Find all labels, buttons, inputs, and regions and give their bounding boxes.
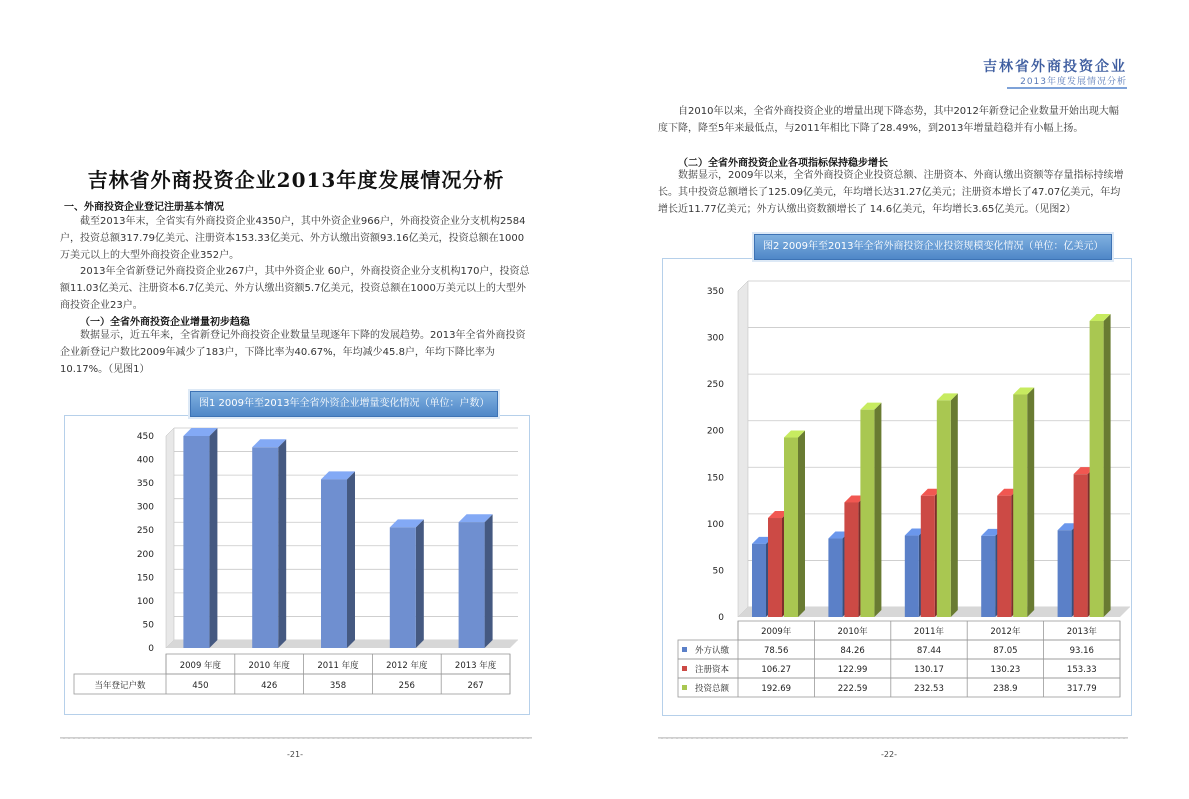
chart2-data-label: 87.05 bbox=[993, 646, 1018, 656]
page-number-right: -22- bbox=[881, 750, 897, 759]
chart2-legend-swatch bbox=[682, 647, 687, 652]
chart1-y-tick: 100 bbox=[136, 596, 154, 607]
chart2-legend-swatch bbox=[682, 666, 687, 671]
chart2-y-tick: 50 bbox=[712, 566, 724, 577]
right-page bbox=[594, 0, 1189, 799]
chart1-bar bbox=[459, 522, 485, 648]
chart2-caption: 图2 2009年至2013年全省外商投资企业投资规模变化情况（单位：亿美元） bbox=[754, 234, 1112, 260]
chart1-y-tick: 150 bbox=[136, 573, 154, 584]
subsection-heading-1: （一）全省外商投资企业增量初步趋稳 bbox=[80, 317, 250, 328]
chart1-bar bbox=[321, 479, 347, 648]
chart2-bar-1 bbox=[768, 518, 782, 617]
chart2-table-row bbox=[678, 640, 1120, 659]
running-header-rule bbox=[1007, 87, 1127, 89]
chart2-category-label: 2011年 bbox=[913, 627, 945, 637]
chart1-y-tick: 0 bbox=[148, 644, 154, 654]
chart2-y-tick: 250 bbox=[706, 380, 724, 391]
chart2-bar-1 bbox=[844, 502, 858, 617]
running-header-subtitle: 2013年度发展情况分析 bbox=[1020, 77, 1127, 87]
chart2-bar-0 bbox=[828, 539, 842, 617]
chart2-bar-1 bbox=[997, 496, 1011, 617]
chart1-svg bbox=[64, 416, 528, 712]
chart1-y-tick: 300 bbox=[136, 502, 154, 513]
chart2-category-label: 2009年 bbox=[761, 627, 792, 637]
chart2-table-row bbox=[678, 659, 1120, 678]
chart2-data-label: 317.79 bbox=[1066, 684, 1097, 694]
chart2-data-label: 87.44 bbox=[916, 646, 942, 656]
chart1-bar-side bbox=[278, 439, 286, 648]
paragraph-3: 数据显示，近五年来，全省新登记外商投资企业数量呈现逐年下降的发展趋势。2013年全省外商投资企业新登记户数比2009年减少了183户，下降比率为40.67%，年均减少45.8户，年均下降比率为10.17%。（见图1） bbox=[60, 330, 526, 375]
chart2-y-tick: 0 bbox=[718, 613, 724, 623]
chart1-y-tick: 250 bbox=[136, 526, 154, 537]
chart1-bar bbox=[252, 447, 278, 648]
chart2-bar-2-side bbox=[1027, 387, 1034, 617]
chart2-data-label: 84.26 bbox=[840, 646, 865, 656]
page-number-left: -21- bbox=[287, 750, 303, 759]
chart2-table-row bbox=[678, 678, 1120, 697]
chart1-data-label: 426 bbox=[261, 681, 278, 691]
chart2-y-tick: 200 bbox=[706, 426, 724, 437]
footer-rule-left bbox=[60, 737, 532, 739]
chart2-bar-2 bbox=[1090, 321, 1104, 617]
chart2-data-label: 222.59 bbox=[837, 684, 868, 694]
chart1-bar bbox=[183, 436, 209, 648]
chart1-y-tick: 450 bbox=[136, 432, 154, 442]
subsection-heading-2: （二）全省外商投资企业各项指标保持稳步增长 bbox=[678, 158, 888, 169]
chart2-y-tick: 100 bbox=[706, 519, 724, 530]
chart2-series-label: 注册资本 bbox=[694, 665, 730, 675]
chart1-category-label: 2012 年度 bbox=[386, 661, 428, 671]
chart2-bar-1 bbox=[1074, 474, 1088, 617]
chart2-data-label: 130.23 bbox=[990, 665, 1021, 675]
chart1-bar-side bbox=[416, 519, 424, 648]
chart2-data-label: 153.33 bbox=[1066, 665, 1097, 675]
chart2-data-label: 192.69 bbox=[761, 684, 792, 694]
chart1-data-label: 358 bbox=[329, 681, 347, 691]
paragraph-4: 自2010年以来，全省外商投资企业的增量出现下降态势，其中2012年新登记企业数量开始出现大幅度下降，降至5年来最低点，与2011年相比下降了28.49%，到2013年增量趋稳并有小幅上扬。 bbox=[658, 106, 1119, 134]
chart2-bar-2 bbox=[860, 410, 874, 617]
paragraph-1: 截至2013年末，全省实有外商投资企业4350户，其中外资企业966户，外商投资企业分支机构2584户，投资总额317.79亿美元、注册资本153.33亿美元、外方认缴出资额93.16亿美元，投资总额在1000万美元以上的大型外商投资企业352户。 bbox=[60, 216, 526, 261]
chart1-bar-side bbox=[485, 514, 493, 648]
chart2-category-label: 2013年 bbox=[1066, 627, 1097, 637]
chart2-legend-swatch bbox=[682, 685, 687, 690]
footer-rule-right bbox=[658, 737, 1128, 739]
chart2-side-wall bbox=[738, 281, 748, 617]
chart2-y-tick: 300 bbox=[706, 333, 724, 344]
paragraph-5: 数据显示，2009年以来，全省外商投资企业投资总额、注册资本、外商认缴出资额等存量指标持续增长。其中投资总额增长了125.09亿美元，年均增长达31.27亿美元；注册资本增长了47.07亿美元，年均增长近11.77亿美元；外方认缴出资数额增长了 14.6亿美元，年均增长3.65亿美元。（见图2） bbox=[658, 170, 1124, 215]
chart2-bar-2-side bbox=[874, 403, 881, 617]
chart1-y-tick: 400 bbox=[136, 455, 154, 466]
chart2-data-label: 122.99 bbox=[837, 665, 868, 675]
left-page bbox=[0, 0, 594, 799]
chart2-y-tick: 350 bbox=[706, 287, 724, 297]
chart1-data-label: 256 bbox=[398, 681, 415, 691]
chart1-data-label: 450 bbox=[192, 681, 209, 691]
chart2-series-label: 投资总额 bbox=[694, 684, 730, 694]
chart2-svg bbox=[662, 259, 1130, 713]
chart2-bar-2-side bbox=[951, 393, 958, 617]
chart2-data-label: 106.27 bbox=[761, 665, 792, 675]
chart2-bar-2 bbox=[784, 438, 798, 617]
chart1-data-label: 267 bbox=[467, 681, 484, 691]
chart2-data-label: 93.16 bbox=[1069, 646, 1094, 656]
chart1-y-tick: 50 bbox=[142, 620, 154, 631]
chart1-category-label: 2010 年度 bbox=[248, 661, 290, 671]
section-heading-1: 一、外商投资企业登记注册基本情况 bbox=[64, 202, 224, 213]
chart1-caption: 图1 2009年至2013年全省外资企业增量变化情况（单位：户数） bbox=[190, 391, 498, 417]
chart1-series-label: 当年登记户数 bbox=[94, 681, 146, 691]
chart1-y-tick: 350 bbox=[136, 479, 154, 490]
chart1-bar-side bbox=[209, 428, 217, 648]
chart2-category-label: 2010年 bbox=[837, 627, 868, 637]
chart1-y-tick: 200 bbox=[136, 549, 154, 560]
chart2-bar-0 bbox=[1058, 530, 1072, 617]
chart2-series-label: 外方认缴 bbox=[694, 646, 730, 656]
chart2-bar-1 bbox=[921, 496, 935, 617]
chart1-bar bbox=[390, 527, 416, 648]
chart2-bar-0 bbox=[981, 536, 995, 617]
chart2-y-tick: 150 bbox=[706, 473, 724, 484]
chart2-bar-0 bbox=[752, 544, 766, 617]
chart1-category-label: 2011 年度 bbox=[317, 661, 359, 671]
chart2-bar-2-side bbox=[798, 431, 805, 617]
chart2-bar-2 bbox=[1013, 394, 1027, 617]
paragraph-2: 2013年全省新登记外商投资企业267户，其中外资企业 60户，外商投资企业分支机构170户，投资总额11.03亿美元、注册资本6.7亿美元、外方认缴出资额5.7亿美元，投资总额在1000万美元以上的大型外商投资企业23户。 bbox=[60, 266, 530, 311]
document-title: 吉林省外商投资企业2013年度发展情况分析 bbox=[87, 168, 505, 192]
chart2-bar-0 bbox=[905, 536, 919, 617]
chart2-category-label: 2012年 bbox=[990, 627, 1021, 637]
chart2-data-label: 238.9 bbox=[993, 684, 1018, 694]
chart1-category-label: 2013 年度 bbox=[454, 661, 497, 671]
chart2-bar-2-side bbox=[1104, 314, 1111, 617]
chart1-category-label: 2009 年度 bbox=[179, 661, 222, 671]
chart1-bar-side bbox=[347, 471, 355, 648]
running-header-title: 吉林省外商投资企业 bbox=[983, 59, 1127, 75]
chart2-bar-2 bbox=[937, 400, 951, 617]
chart2-data-label: 130.17 bbox=[914, 665, 944, 675]
chart2-data-label: 232.53 bbox=[914, 684, 944, 694]
chart1-side-wall bbox=[166, 428, 174, 648]
chart2-data-label: 78.56 bbox=[764, 646, 789, 656]
